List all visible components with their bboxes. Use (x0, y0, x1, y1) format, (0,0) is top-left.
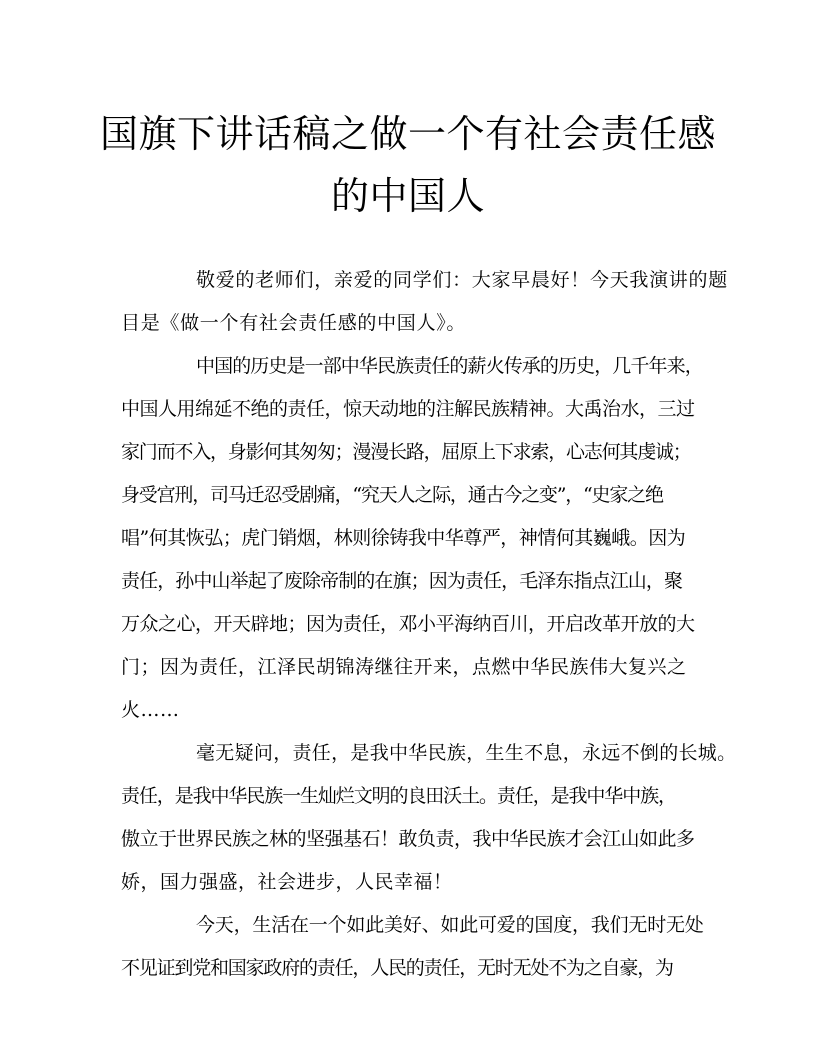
body-line: 责任，孙中山举起了废除帝制的在旗；因为责任，毛泽东指点江山，聚 (121, 570, 683, 592)
body-line: 敬爱的老师们，亲爱的同学们：大家早晨好！今天我演讲的题 (196, 269, 728, 291)
document-title-line-2: 的中国人 (330, 174, 485, 218)
body-line: 目是《做一个有社会责任感的中国人》。 (121, 312, 467, 334)
body-line: 家门而不入，身影何其匆匆；漫漫长路，屈原上下求索，心志何其虔诚； (121, 441, 691, 463)
body-line: 责任，是我中华民族一生灿烂文明的良田沃土。责任，是我中华中族， (121, 785, 676, 807)
body-line: 娇，国力强盛，社会进步，人民幸福！ (121, 871, 453, 893)
document-title-line-1: 国旗下讲话稿之做一个有社会责任感 (100, 112, 717, 156)
body-line: 门；因为责任，江泽民胡锦涛继往开来，点燃中华民族伟大复兴之 (121, 656, 687, 678)
body-line: 中国的历史是一部中华民族责任的薪火传承的历史，几千年来， (196, 355, 703, 377)
body-line: 万众之心，开天辟地；因为责任，邓小平海纳百川，开启改革开放的大 (121, 613, 695, 635)
body-line: 傲立于世界民族之林的坚强基石！敢负责，我中华民族才会江山如此多 (121, 828, 695, 850)
body-line: 不见证到党和国家政府的责任，人民的责任，无时无处不为之自豪，为 (121, 957, 673, 979)
body-line: 中国人用绵延不绝的责任，惊天动地的注解民族精神。大禹治水，三过 (121, 398, 695, 420)
body-line: 今天，生活在一个如此美好、如此可爱的国度，我们无时无处 (196, 914, 704, 936)
body-line: 唱”何其恢弘；虎门销烟，林则徐铸我中华尊严，神情何其巍峨。因为 (121, 527, 686, 549)
body-line: 身受宫刑，司马迁忍受剧痛，“究天人之际，通古今之变”，“史家之绝 (121, 484, 663, 506)
body-line: 毫无疑问，责任，是我中华民族，生生不息，永远不倒的长城。 (196, 742, 737, 764)
body-line: 火…… (121, 699, 180, 721)
